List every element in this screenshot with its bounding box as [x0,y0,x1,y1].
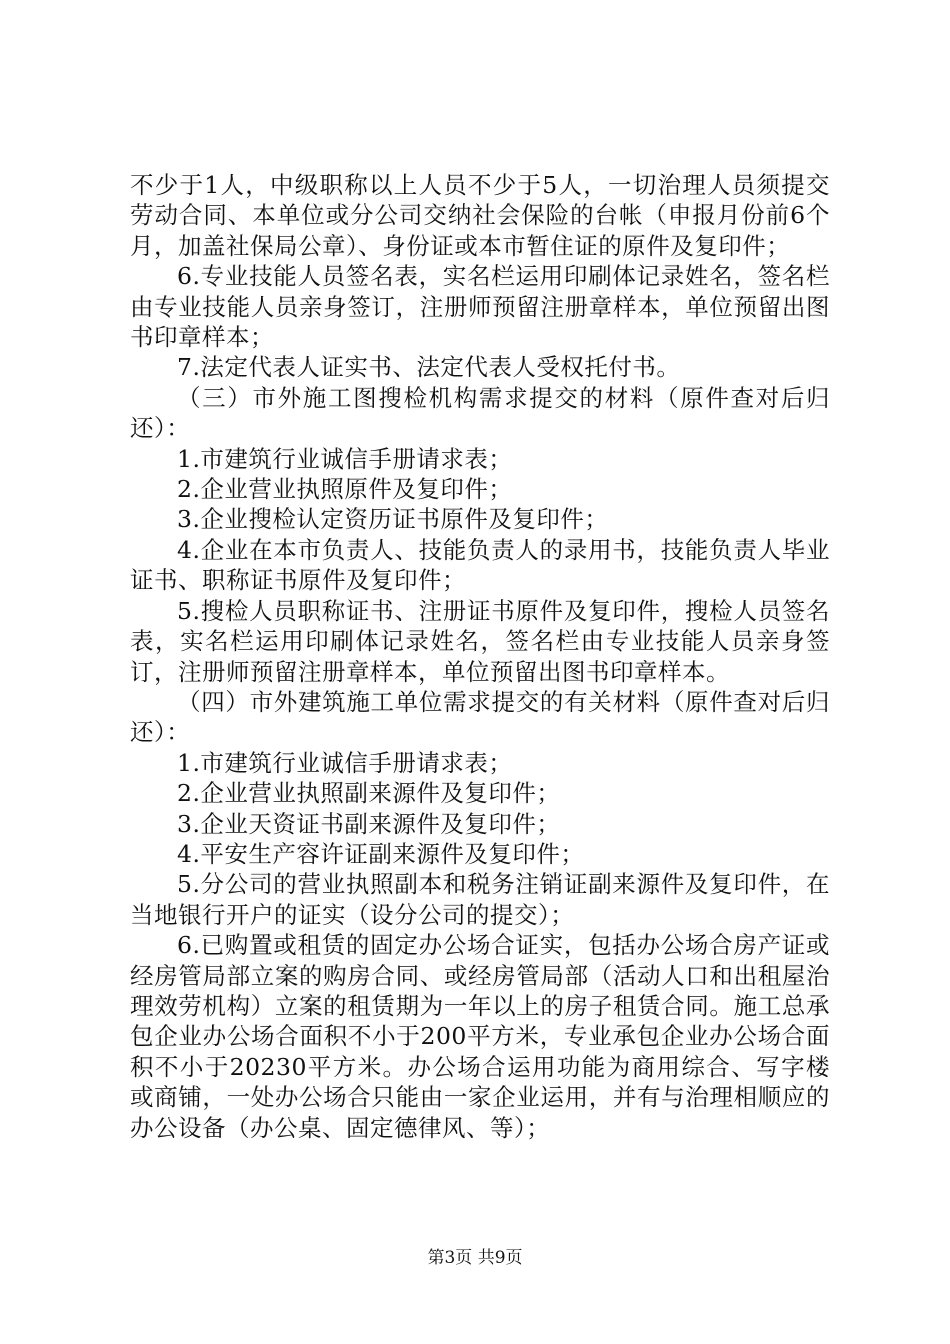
paragraph-item-6: 6.专业技能人员签名表，实名栏运用印刷体记录姓名，签名栏由专业技能人员亲身签订，注册师预留注册章样本，单位预留出图书印章样本； [130,262,830,352]
paragraph-s4-item-5: 5.分公司的营业执照副本和税务注销证副来源件及复印件，在当地银行开户的证实（设分公司的提交）； [130,870,830,929]
paragraph-s4-item-6: 6.已购置或租赁的固定办公场合证实，包括办公场合房产证或经房管局部立案的购房合同、或经房管局部（活动人口和出租屋治理效劳机构）立案的租赁期为一年以上的房子租赁合同。施工总承包企业办公场合面积不小于200平方米，专业承包企业办公场合面积不小于20230平方米。办公场合运用功能为商用综合、写字楼或商铺，一处办公场合只能由一家企业运用，并有与治理相顺应的办公设备（办公桌、固定德律风、等）； [130,931,830,1142]
paragraph-item-7: 7.法定代表人证实书、法定代表人受权托付书。 [177,353,681,382]
section-heading-3: （三）市外施工图搜检机构需求提交的材料（原件查对后归还）： [130,383,830,443]
paragraph-s3-item-4: 4.企业在本市负责人、技能负责人的录用书，技能负责人毕业证书、职称证书原件及复印件； [130,535,830,595]
paragraph-s3-item-3: 3.企业搜检认定资历证书原件及复印件； [177,505,609,534]
paragraph-s4-item-3: 3.企业天资证书副来源件及复印件； [177,809,561,838]
paragraph-s3-item-1: 1.市建筑行业诚信手册请求表； [177,444,513,473]
paragraph-s4-item-2: 2.企业营业执照副来源件及复印件； [177,779,561,808]
paragraph-s3-item-2: 2.企业营业执照原件及复印件； [177,475,513,504]
paragraph-continuation: 不少于1人，中级职称以上人员不少于5人，一切治理人员须提交劳动合同、本单位或分公司交纳社会保险的台帐（申报月份前6个月，加盖社保局公章）、身份证或本市暂住证的原件及复印件； [130,171,830,260]
document-body [130,170,830,1143]
paragraph-s4-item-4: 4.平安生产容许证副来源件及复印件； [177,839,585,868]
paragraph-s3-item-5: 5.搜检人员职称证书、注册证书原件及复印件，搜检人员签名表，实名栏运用印刷体记录姓名，签名栏由专业技能人员亲身签订，注册师预留注册章样本，单位预留出图书印章样本。 [130,596,830,686]
page-number-footer: 第3页 共9页 [427,1248,523,1268]
section-heading-4: （四）市外建筑施工单位需求提交的有关材料（原件查对后归还）： [130,687,830,747]
paragraph-s4-item-1: 1.市建筑行业诚信手册请求表； [177,748,513,777]
